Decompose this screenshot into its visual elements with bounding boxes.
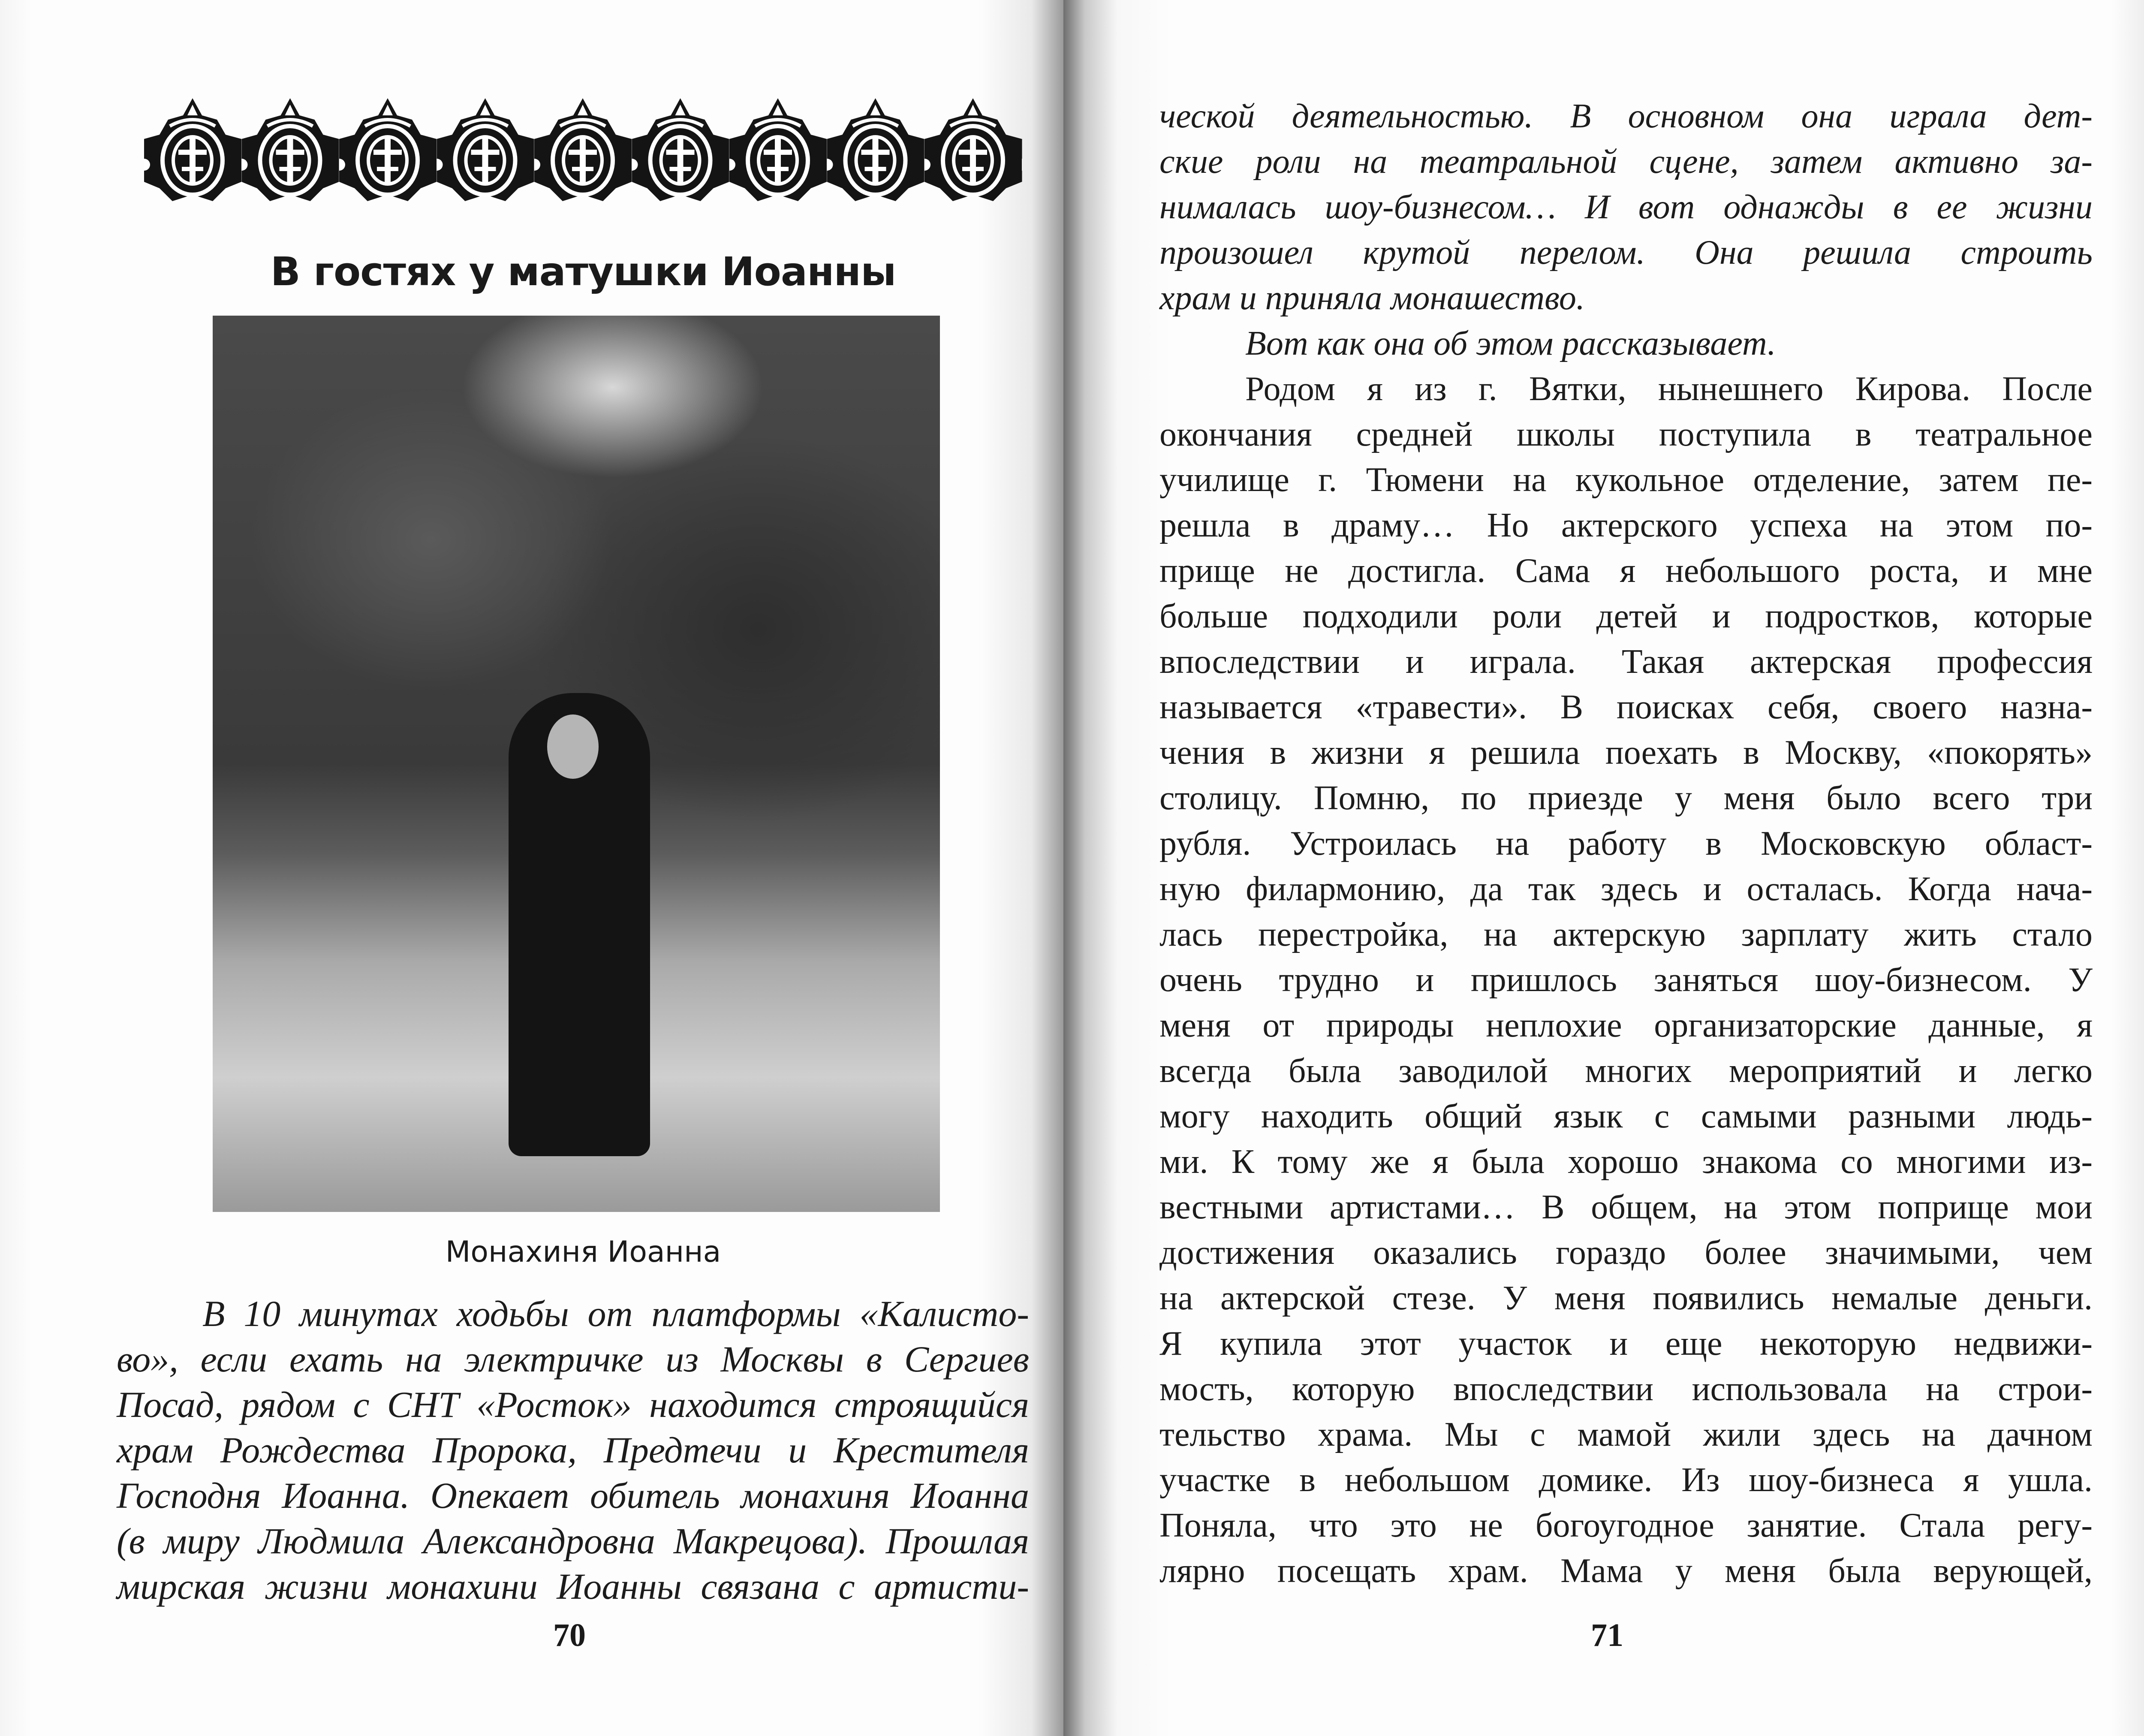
- left-page: [0, 0, 1063, 1736]
- text-line: Посад, рядом с СНТ «Росток» находится строящийся: [117, 1384, 1029, 1425]
- intro-paragraph: [117, 1291, 1029, 1609]
- text-line: лась перестройка, на актерскую зарплату жить стало: [1159, 916, 2093, 953]
- text-line: могу находить общий язык с самыми разными людь-: [1159, 1097, 2093, 1135]
- text-line: впоследствии и играла. Такая актерская профессия: [1159, 643, 2093, 681]
- text-line: Вот как она об этом рассказывает.: [1245, 325, 1776, 362]
- text-line: училище г. Тюмени на кукольное отделение, затем пе-: [1159, 461, 2093, 499]
- text-line: мость, которую впоследствии использовала на строи-: [1159, 1370, 2093, 1408]
- text-line: ческой деятельностью. В основном она играла дет-: [1159, 97, 2093, 135]
- text-line: ную филармонию, да так здесь и осталась. Когда нача-: [1159, 870, 2093, 908]
- photo-caption: Монахиня Иоанна: [445, 1235, 721, 1269]
- photo-nun-in-garden: [213, 316, 940, 1212]
- text-line: ские роли на театральной сцене, затем активно за-: [1159, 143, 2093, 181]
- text-line: всегда была заводилой многих мероприятий и легко: [1159, 1052, 2093, 1090]
- text-line: на актерской стезе. У меня появились немалые деньги.: [1159, 1279, 2093, 1317]
- text-line: вестными артистами… В общем, на этом поприще мои: [1159, 1188, 2093, 1226]
- page-number-right: 71: [1591, 1617, 1623, 1653]
- text-line: чения в жизни я решила поехать в Москву, «покорять»: [1159, 734, 2093, 772]
- text-line: столицу. Помню, по приезде у меня было всего три: [1159, 779, 2093, 817]
- text-line: ми. К тому же я была хорошо знакома со многими из-: [1159, 1143, 2093, 1181]
- text-line: меня от природы неплохие организаторские данные, я: [1159, 1007, 2093, 1044]
- text-line: во», если ехать на электричке из Москвы в Сергиев: [117, 1338, 1029, 1380]
- text-line: тельство храма. Мы с мамой жили здесь на дачном: [1159, 1416, 2093, 1453]
- ornamental-cross-border: [144, 96, 1022, 203]
- photo-face: [547, 714, 599, 779]
- text-line: Поняла, что это не богоугодное занятие. Стала регу-: [1159, 1507, 2093, 1544]
- chapter-title: В гостях у матушки Иоанны: [270, 249, 896, 295]
- text-line: участке в небольшом домике. Из шоу-бизнеса я ушла.: [1159, 1461, 2093, 1499]
- text-line: прище не достигла. Сама я небольшого роста, и мне: [1159, 552, 2093, 590]
- text-line: Родом я из г. Вятки, нынешнего Кирова. После: [1245, 370, 2093, 408]
- text-line: храм Рождества Пророка, Предтечи и Крестителя: [117, 1429, 1029, 1471]
- text-line: очень трудно и пришлось заняться шоу-бизнесом. У: [1159, 961, 2093, 999]
- text-line: лярно посещать храм. Мама у меня была верующей,: [1159, 1552, 2093, 1590]
- right-page-text: [1159, 93, 2093, 1594]
- text-line: В 10 минутах ходьбы от платформы «Калисто-: [202, 1293, 1029, 1334]
- page-number-left: 70: [553, 1617, 586, 1653]
- text-line: решла в драму… Но актерского успеха на этом по-: [1159, 506, 2093, 544]
- text-line: Я купила этот участок и еще некоторую недвижи-: [1159, 1325, 2093, 1362]
- text-line: рубля. Устроилась на работу в Московскую област-: [1159, 825, 2093, 862]
- text-line: храм и приняла монашество.: [1159, 279, 1585, 317]
- text-line: окончания средней школы поступила в театральное: [1159, 416, 2093, 453]
- text-line: мирская жизни монахини Иоанны связана с артисти-: [117, 1566, 1029, 1607]
- text-line: (в миру Людмила Александровна Макрецова). Прошлая: [117, 1520, 1029, 1561]
- text-line: Господня Иоанна. Опекает обитель монахиня Иоанна: [117, 1475, 1029, 1516]
- text-line: нималась шоу-бизнесом… И вот однажды в ее жизни: [1159, 188, 2093, 226]
- text-line: называется «травести». В поисках себя, своего назна-: [1159, 688, 2093, 726]
- text-line: достижения оказались гораздо более значимыми, чем: [1159, 1234, 2093, 1272]
- text-line: больше подходили роли детей и подростков, которые: [1159, 597, 2093, 635]
- text-line: произошел крутой перелом. Она решила строить: [1159, 234, 2093, 271]
